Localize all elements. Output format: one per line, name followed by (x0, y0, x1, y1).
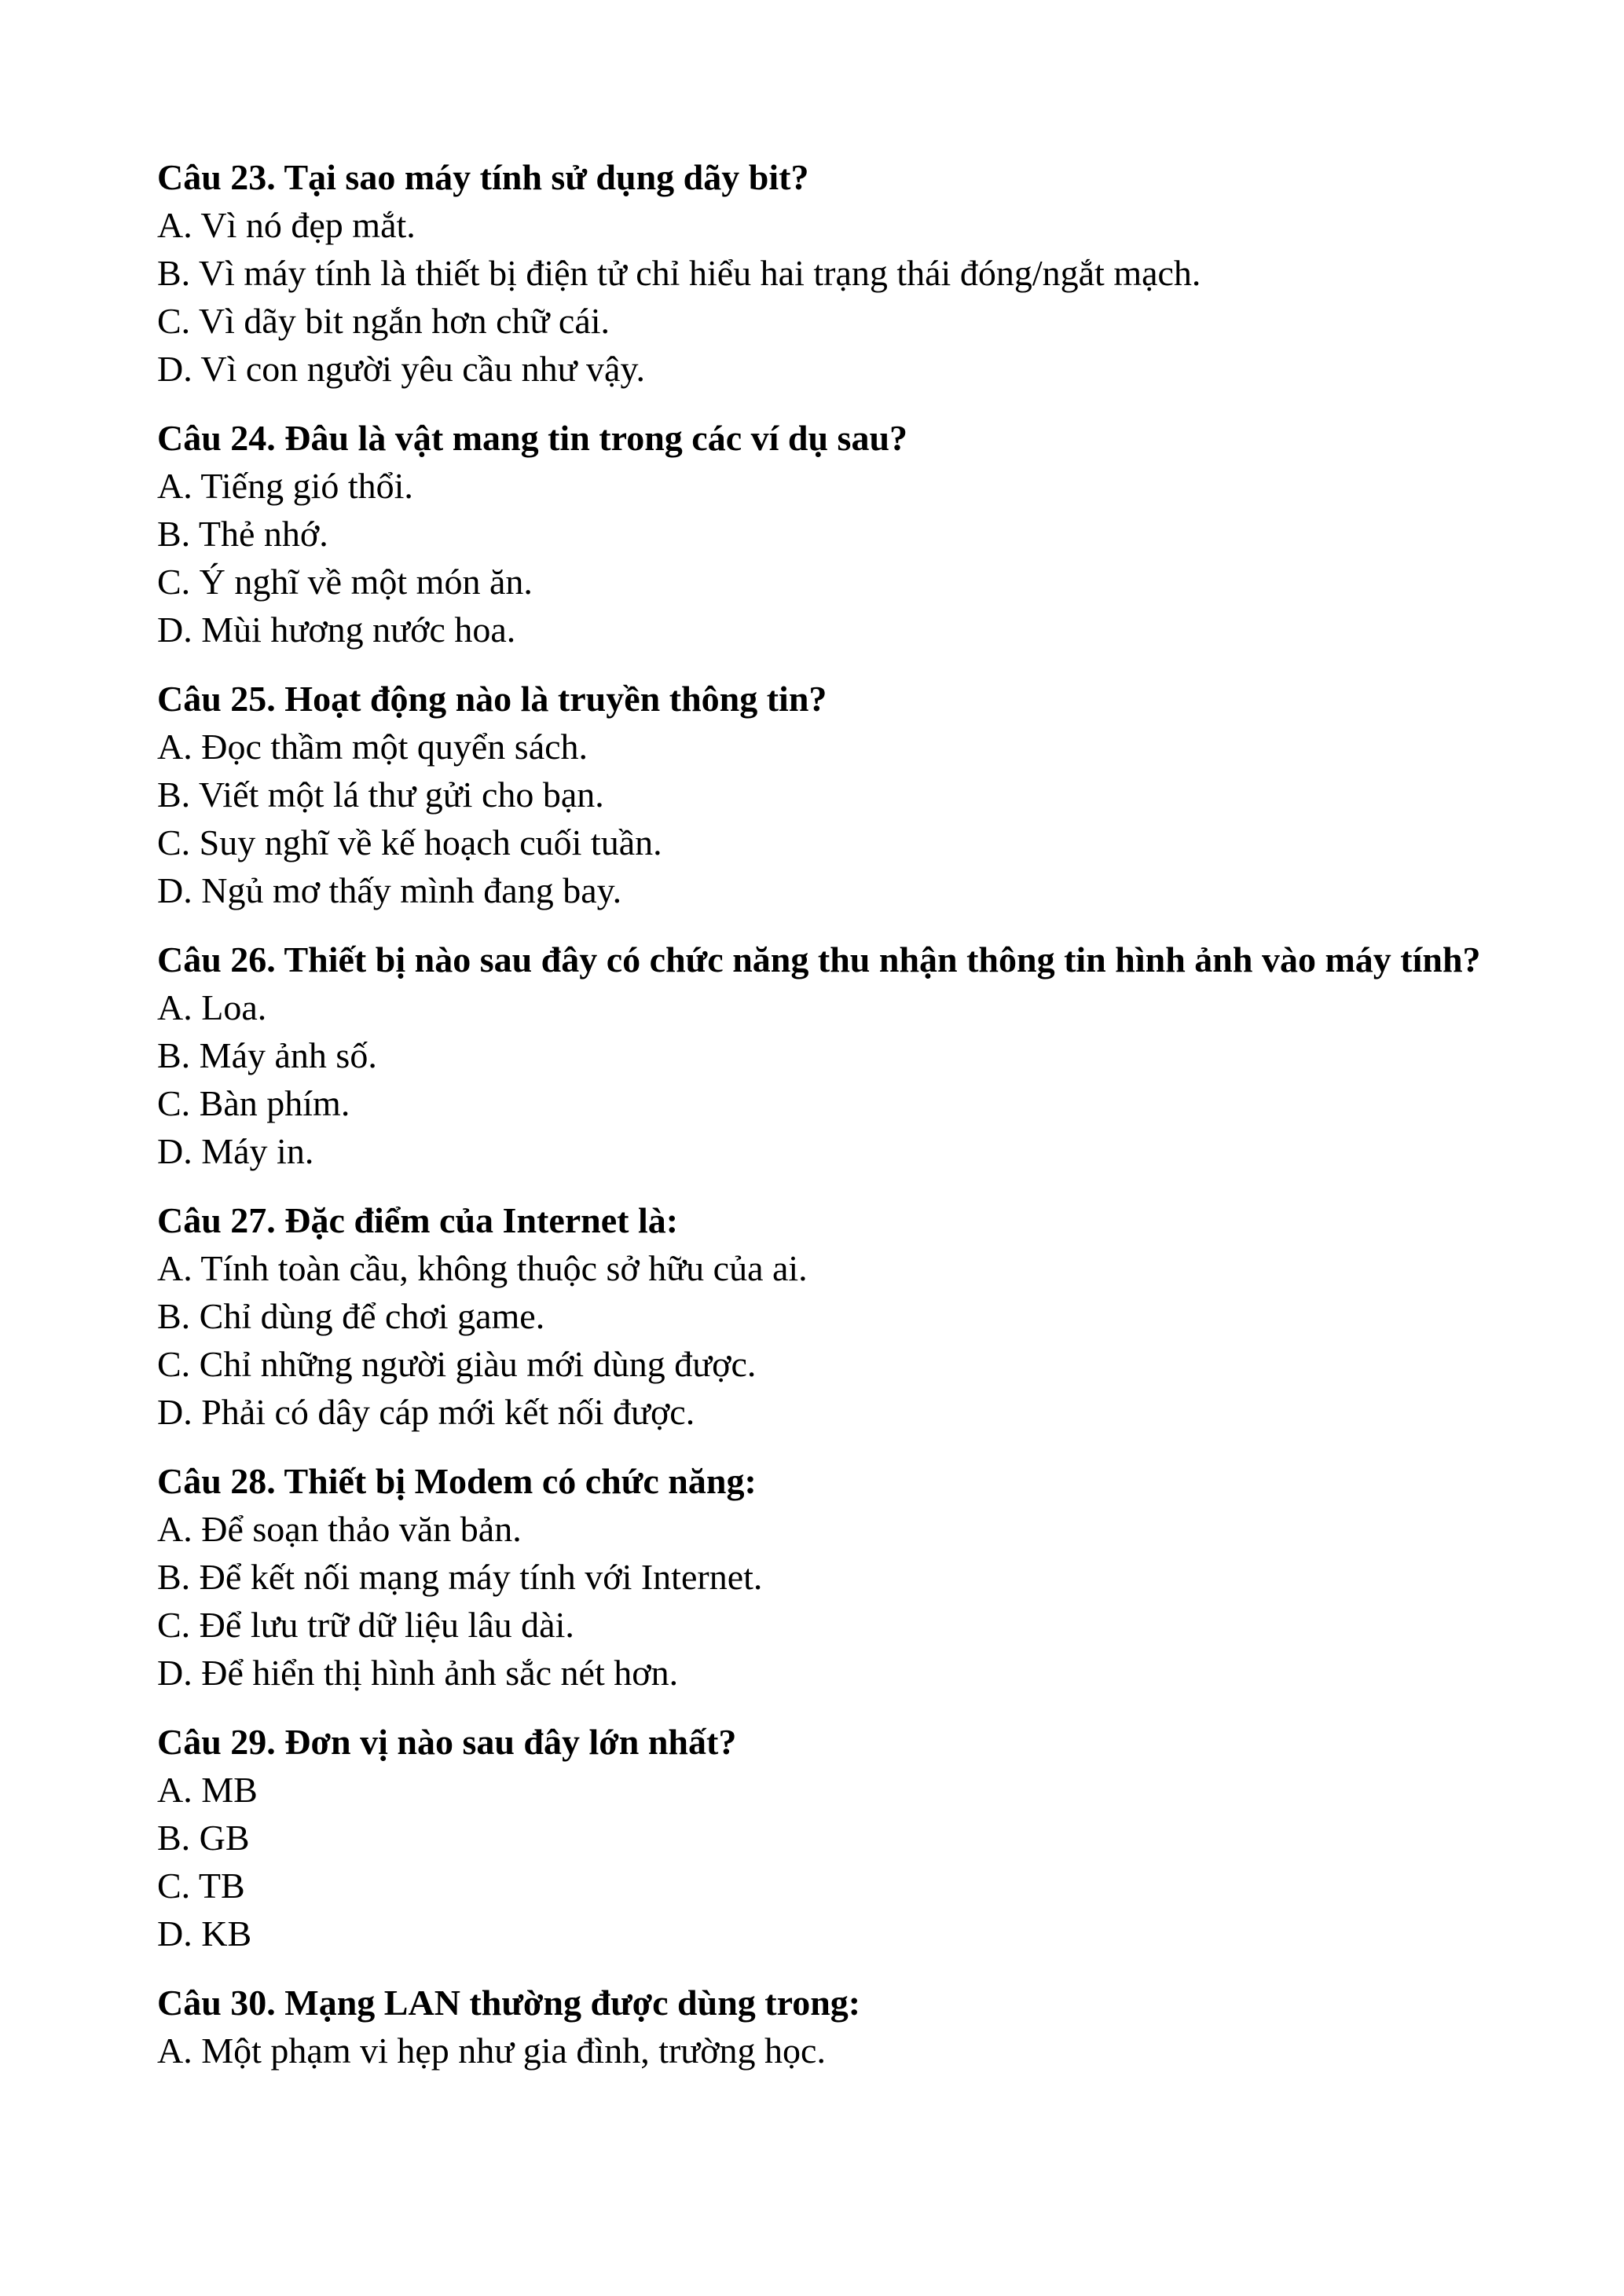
option-b: B. Vì máy tính là thiết bị điện tử chỉ hiểu hai trạng thái đóng/ngắt mạch. (157, 253, 1201, 293)
question-title: Câu 26. Thiết bị nào sau đây có chức năng thu nhận thông tin hình ảnh vào máy tính? (157, 939, 1481, 980)
question-28 (157, 1458, 1493, 1697)
question-title: Câu 25. Hoạt động nào là truyền thông tin? (157, 679, 827, 719)
question-26 (157, 936, 1493, 1175)
question-27 (157, 1197, 1493, 1436)
question-title: Câu 30. Mạng LAN thường được dùng trong: (157, 1983, 861, 2023)
option-d: D. Phải có dây cáp mới kết nối được. (157, 1392, 695, 1432)
option-c: C. Chỉ những người giàu mới dùng được. (157, 1344, 757, 1384)
question-25 (157, 676, 1493, 914)
option-d: D. KB (157, 1913, 252, 1954)
document-page (157, 154, 1493, 2096)
option-c: C. Suy nghĩ về kế hoạch cuối tuần. (157, 822, 662, 862)
option-b: B. Chỉ dùng để chơi game. (157, 1296, 545, 1336)
option-b: B. Máy ảnh số. (157, 1035, 377, 1075)
option-b: B. Thẻ nhớ. (157, 514, 328, 554)
option-a: A. Loa. (157, 987, 267, 1027)
option-c: C. Để lưu trữ dữ liệu lâu dài. (157, 1605, 574, 1645)
option-a: A. MB (157, 1770, 258, 1810)
option-c: C. TB (157, 1866, 245, 1906)
option-c: C. Bàn phím. (157, 1083, 350, 1123)
option-a: A. Vì nó đẹp mắt. (157, 205, 416, 245)
option-a: A. Đọc thầm một quyển sách. (157, 727, 588, 767)
option-d: D. Mùi hương nước hoa. (157, 610, 516, 650)
option-b: B. Để kết nối mạng máy tính với Internet. (157, 1557, 763, 1597)
question-30 (157, 1979, 1493, 2074)
option-d: D. Ngủ mơ thấy mình đang bay. (157, 870, 622, 910)
option-d: D. Máy in. (157, 1131, 314, 1171)
question-title: Câu 23. Tại sao máy tính sử dụng dãy bit? (157, 157, 809, 197)
option-d: D. Để hiển thị hình ảnh sắc nét hơn. (157, 1653, 679, 1693)
question-title: Câu 29. Đơn vị nào sau đây lớn nhất? (157, 1722, 737, 1762)
question-title: Câu 28. Thiết bị Modem có chức năng: (157, 1461, 757, 1501)
option-a: A. Tính toàn cầu, không thuộc sở hữu của ai. (157, 1248, 808, 1288)
option-b: B. Viết một lá thư gửi cho bạn. (157, 774, 604, 815)
option-a: A. Tiếng gió thổi. (157, 466, 413, 506)
question-29 (157, 1719, 1493, 1957)
option-a: A. Một phạm vi hẹp như gia đình, trường học. (157, 2031, 826, 2071)
option-c: C. Vì dãy bit ngắn hơn chữ cái. (157, 301, 610, 341)
option-a: A. Để soạn thảo văn bản. (157, 1509, 522, 1549)
option-b: B. GB (157, 1818, 250, 1858)
question-title: Câu 24. Đâu là vật mang tin trong các ví dụ sau? (157, 418, 908, 458)
option-c: C. Ý nghĩ về một món ăn. (157, 562, 533, 602)
question-title: Câu 27. Đặc điểm của Internet là: (157, 1200, 679, 1240)
question-24 (157, 415, 1493, 654)
option-d: D. Vì con người yêu cầu như vậy. (157, 349, 645, 389)
question-23 (157, 154, 1493, 393)
